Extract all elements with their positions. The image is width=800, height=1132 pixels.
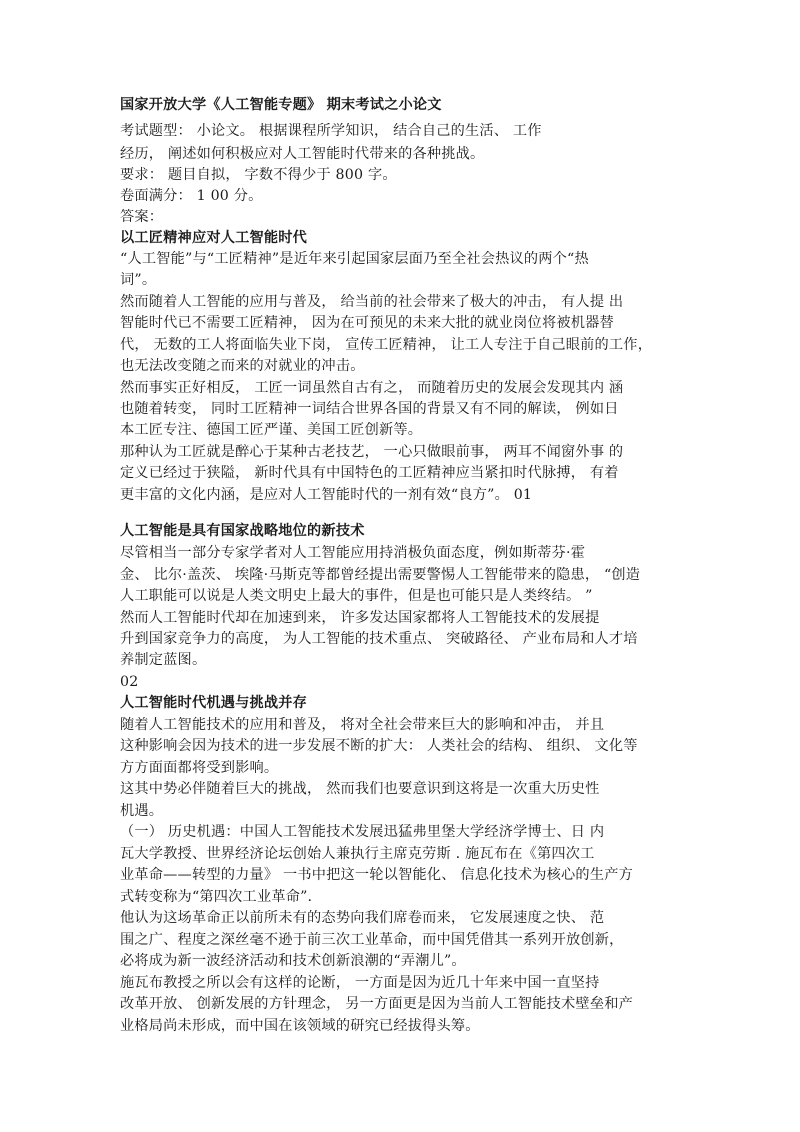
paragraph-line: 金、 比尔·盖茨、 埃隆·马斯克等都曾经提出需要警惕人工智能带来的隐患， “创造 — [120, 567, 641, 583]
paragraph-line: 围之广、程度之深丝毫不逊于前三次工业革命，而中国凭借其一系列开放创新， — [120, 932, 624, 948]
paragraph-line: 定义已经过于狭隘， 新时代具有中国特色的工匠精神应当紧扣时代脉搏， 有着 — [120, 465, 619, 481]
paragraph-line: 也随着转变， 同时工匠精神一词结合世界各国的背景又有不同的解读， 例如日 — [120, 401, 619, 417]
paragraph-line: 改革开放、 创新发展的方针理念， 另一方面更是因为当前人工智能技术壁垒和产 — [120, 996, 633, 1012]
paragraph-line: 随着人工智能技术的应用和普及， 将对全社会带来巨大的影响和冲击， 并且 — [120, 717, 605, 733]
paragraph-line: 施瓦布教授之所以会有这样的论断， 一方面是因为近几十年来中国一直坚持 — [120, 975, 600, 991]
paragraph-line: “人工智能”与“工匠精神”是近年来引起国家层面乃至全社会热议的两个“热 — [120, 251, 589, 267]
paragraph-line: 这种影响会因为技术的进一步发展不断的扩大： 人类社会的结构、 组织、 文化等 — [120, 738, 638, 754]
paragraph-line: 更丰富的文化内涵，是应对人工智能时代的一剂有效“良方”。 01 — [120, 487, 533, 503]
paragraph-line: 人工职能可以说是人类文明史上最大的事件，但是也可能只是人类终结。 ” — [120, 588, 593, 604]
paragraph-line: 然而人工智能时代却在加速到来， 许多发达国家都将人工智能技术的发展提 — [120, 610, 600, 626]
section-heading: 人工智能是具有国家战略地位的新技术 — [120, 523, 365, 539]
paragraph-line: 词”。 — [120, 272, 157, 288]
paragraph-line: 瓦大学教授、世界经济论坛创始人兼执行主席克劳斯 . 施瓦布在《第四次工 — [120, 846, 595, 862]
paragraph-line: 卷面满分： 1 00 分。 — [120, 188, 263, 204]
paragraph-line: 机遇。 — [120, 803, 164, 819]
paragraph-line: 然而事实正好相反， 工匠一词虽然自古有之， 而随着历史的发展会发现其内 涵 — [120, 380, 624, 396]
paragraph-line: 要求： 题目自拟， 字数不得少于 800 字。 — [120, 167, 397, 183]
paragraph-line: 升到国家竞争力的高度， 为人工智能的技术重点、 突破路径、 产业布局和人才培 — [120, 631, 638, 647]
paragraph-line: 这其中势必伴随着巨大的挑战， 然而我们也要意识到这将是一次重大历史性 — [120, 781, 600, 797]
paragraph-line: 方方面面都将受到影响。 — [120, 760, 279, 776]
paragraph-line: 考试题型： 小论文。 根据课程所学知识， 结合自己的生活、 工作 — [120, 123, 542, 139]
paragraph-line: 经历， 阐述如何积极应对人工智能时代带来的各种挑战。 — [120, 146, 485, 162]
paragraph-line: 式转变称为“第四次工业革命”. — [120, 889, 313, 905]
section-heading: 以工匠精神应对人工智能时代 — [120, 230, 308, 246]
paragraph-line: 也无法改变随之而来的对就业的冲击。 — [120, 358, 365, 374]
essay-title: 国家开放大学《人工智能专题》 期末考试之小论文 — [120, 97, 442, 113]
paragraph-line: 答案： — [120, 209, 164, 225]
paragraph-line: 业革命——转型的力量》 一书中把这一轮以智能化、 信息化技术为核心的生产方 — [120, 867, 633, 883]
paragraph-line: 他认为这场革命正以前所未有的态势向我们席卷而来， 它发展速度之快、 范 — [120, 910, 605, 926]
section-number: 02 — [120, 674, 139, 690]
paragraph-line: 智能时代已不需要工匠精神， 因为在可预见的未来大批的就业岗位将被机器替 — [120, 315, 614, 331]
paragraph-line: 业格局尚未形成，而中国在该领域的研究已经拔得头筹。 — [120, 1018, 480, 1034]
paragraph-line: 那种认为工匠就是醉心于某种古老技艺， 一心只做眼前事， 两耳不闻窗外事 的 — [120, 444, 624, 460]
paragraph-line: 养制定蓝图。 — [120, 652, 207, 668]
paragraph-line: 必将成为新一波经济活动和技术创新浪潮的“弄潮儿”。 — [120, 953, 466, 969]
paragraph-line: 本工匠专注、德国工匠严谨、美国工匠创新等。 — [120, 422, 423, 438]
paragraph-line: 代， 无数的工人将面临失业下岗， 宣传工匠精神， 让工人专注于自己眼前的工作， — [120, 337, 653, 353]
paragraph-line: 然而随着人工智能的应用与普及， 给当前的社会带来了极大的冲击， 有人提 出 — [120, 294, 624, 310]
paragraph-line: 尽管相当一部分专家学者对人工智能应用持消极负面态度，例如斯蒂芬·霍 — [120, 545, 586, 561]
section-heading: 人工智能时代机遇与挑战并存 — [120, 695, 308, 711]
paragraph-line: （一） 历史机遇：中国人工智能技术发展迅猛弗里堡大学经济学博士、日 内 — [120, 824, 605, 840]
